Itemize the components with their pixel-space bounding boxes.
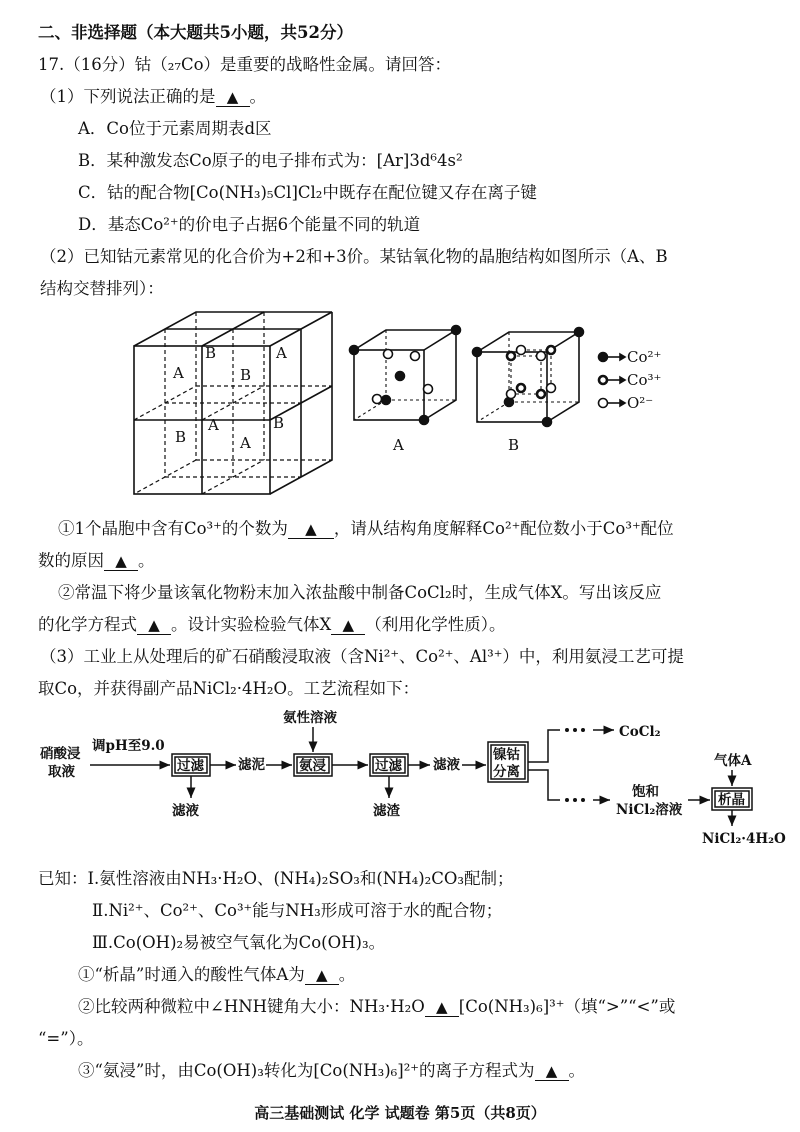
q17-stem: 17.（16分）钴（₂₇Co）是重要的战略性金属。请回答： bbox=[38, 55, 452, 74]
p3-q2-b: [Co(NH₃)₆]³⁺（填“>”“<”或 bbox=[458, 997, 676, 1016]
flow-gas-a: 气体A bbox=[714, 753, 752, 769]
p3-q3-a: ③“氨浸”时，由Co(OH)₃转化为[Co(NH₃)₆]²⁺的离子方程式为 bbox=[78, 1061, 535, 1080]
known-2: Ⅱ.Ni²⁺、Co²⁺、Co³⁺能与NH₃形成可溶于水的配合物； bbox=[92, 901, 503, 920]
cube-a-label: A bbox=[393, 436, 404, 454]
known-label: 已知： bbox=[38, 869, 88, 888]
flow-filtrate-waste: 滤液 bbox=[172, 803, 199, 819]
flow-start-2: 取液 bbox=[48, 764, 75, 780]
p3-line2: 取Co，并获得副产品NiCl₂·4H₂O。工艺流程如下： bbox=[38, 679, 420, 698]
p2-q2-line1: ②常温下将少量该氧化物粉末加入浓盐酸中制备CoCl₂时，生成气体X。写出该反应 bbox=[58, 583, 662, 602]
p3-q2-line2: “=”）。 bbox=[38, 1029, 94, 1048]
option-b: B．某种激发态Co原子的电子排布式为：[Ar]3d⁶4s² bbox=[78, 151, 463, 170]
flow-filter-2-label: 过滤 bbox=[375, 758, 402, 774]
legend-o: O²⁻ bbox=[627, 394, 654, 412]
flow-adjust: 调pH至9.0 bbox=[92, 738, 165, 754]
flow-ammonia-solution: 氨性溶液 bbox=[283, 710, 337, 726]
p3-q1-line: ①“析晶”时通入的酸性气体A为 ▲ 。 bbox=[78, 965, 356, 984]
flow-separation-2: 分离 bbox=[493, 764, 520, 780]
flow-saturated-1: 饱和 bbox=[632, 784, 659, 800]
cube-b-label: B bbox=[508, 436, 520, 454]
answer-blank: ▲ bbox=[425, 998, 459, 1017]
p3-q2-a: ②比较两种微粒中∠HNH键角大小：NH₃·H₂O bbox=[78, 997, 425, 1016]
p3-q2-line1 bbox=[78, 996, 675, 1018]
flow-residue: 滤渣 bbox=[373, 803, 400, 819]
option-a: A．Co位于元素周期表d区 bbox=[78, 119, 272, 138]
answer-blank: ▲ bbox=[104, 552, 138, 571]
flow-product: NiCl₂·4H₂O bbox=[702, 831, 786, 847]
p3-q1-a: ①“析晶”时通入的酸性气体A为 bbox=[78, 965, 305, 984]
page-footer: 高三基础测试 化学 试题卷 第5页（共8页） bbox=[254, 1104, 546, 1122]
p1-stem: （1）下列说法正确的是 bbox=[40, 87, 216, 106]
p2-line2: 结构交替排列）： bbox=[40, 279, 164, 298]
known-1: Ⅰ.氨性溶液由NH₃·H₂O、(NH₄)₂SO₃和(NH₄)₂CO₃配制； bbox=[87, 869, 514, 888]
big-label-3: A bbox=[276, 344, 287, 362]
section-title: 二、非选择题（本大题共5小题，共52分） bbox=[38, 23, 353, 42]
big-label-7: A bbox=[240, 434, 251, 452]
p3-q3-line: ③“氨浸”时，由Co(OH)₃转化为[Co(NH₃)₆]²⁺的离子方程式为 ▲ 。 bbox=[78, 1061, 586, 1080]
p2-q1-a: ①1个晶胞中含有Co³⁺的个数为 bbox=[58, 519, 288, 538]
big-label-2: B bbox=[205, 344, 217, 362]
big-label-1: A bbox=[173, 364, 184, 382]
known-line1 bbox=[38, 868, 514, 890]
p3-line1: （3）工业上从处理后的矿石硝酸浸取液（含Ni²⁺、Co²⁺、Al³⁺）中，利用氨浸工艺可提 bbox=[40, 647, 684, 666]
big-label-5: A bbox=[208, 416, 219, 434]
flow-mud: 滤泥 bbox=[238, 757, 265, 773]
p2-q2-c: 。设计实验检验气体X bbox=[171, 615, 332, 634]
p2-q2-b: 的化学方程式 bbox=[38, 615, 137, 634]
flow-start-1: 硝酸浸 bbox=[40, 746, 81, 762]
p1-end: 。 bbox=[249, 87, 266, 106]
known-3: Ⅲ.Co(OH)₂易被空气氧化为Co(OH)₃。 bbox=[92, 933, 386, 952]
legend-co3: Co³⁺ bbox=[627, 371, 662, 389]
flow-ammonia-leach-label: 氨浸 bbox=[299, 758, 326, 774]
answer-blank: ▲ bbox=[216, 88, 250, 107]
answer-blank: ▲ bbox=[331, 616, 365, 635]
flow-separation-1: 镍钴 bbox=[493, 747, 520, 763]
flow-crystallize-label: 析晶 bbox=[718, 792, 745, 808]
flow-cocl2: CoCl₂ bbox=[619, 724, 661, 740]
big-label-4: B bbox=[240, 366, 252, 384]
option-c: C．钴的配合物[Co(NH₃)₅Cl]Cl₂中既存在配位键又存在离子键 bbox=[78, 183, 537, 202]
answer-blank: ▲ bbox=[305, 966, 339, 985]
flow-saturated-2: NiCl₂溶液 bbox=[616, 802, 683, 818]
big-label-6: B bbox=[175, 428, 187, 446]
answer-blank: ▲ bbox=[288, 520, 334, 539]
legend-co2: Co²⁺ bbox=[627, 348, 662, 366]
p2-q1-line2: 数的原因 ▲ 。 bbox=[38, 551, 155, 570]
p2-q1-b: ，请从结构角度解释Co²⁺配位数小于Co³⁺配位 bbox=[333, 519, 674, 538]
flow-filtrate: 滤液 bbox=[433, 757, 460, 773]
answer-blank: ▲ bbox=[535, 1062, 569, 1081]
p2-q2-d: （利用化学性质）。 bbox=[365, 615, 506, 634]
answer-blank: ▲ bbox=[137, 616, 171, 635]
p2-line1: （2）已知钴元素常见的化合价为+2和+3价。某钴氧化物的晶胞结构如图所示（A、B bbox=[40, 247, 668, 266]
option-d: D．基态Co²⁺的价电子占据6个能量不同的轨道 bbox=[78, 215, 421, 234]
flow-filter-1-label: 过滤 bbox=[177, 758, 204, 774]
big-label-8: B bbox=[273, 414, 285, 432]
p2-q1-c: 数的原因 bbox=[38, 551, 104, 570]
